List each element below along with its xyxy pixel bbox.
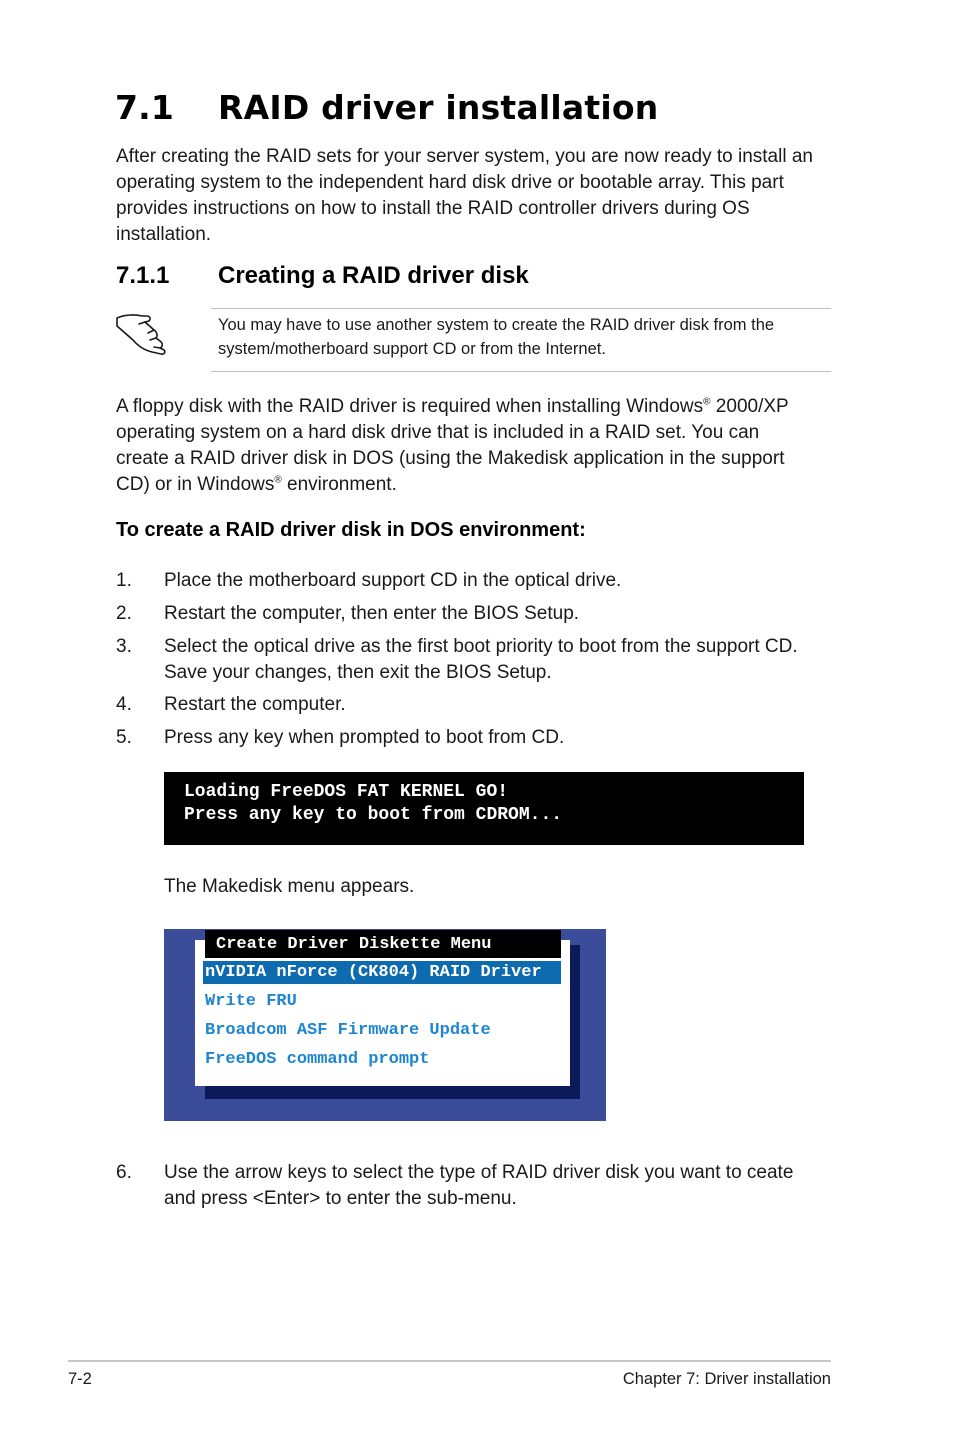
menu-item-freedos-prompt[interactable]: FreeDOS command prompt [205, 1050, 430, 1069]
menu-item-write-fru[interactable]: Write FRU [205, 992, 297, 1011]
registered-mark: ® [703, 396, 711, 408]
section-number: 7.1 [115, 88, 175, 127]
chapter-label: Chapter 7: Driver installation [622, 1370, 831, 1388]
note-text: You may have to use another system to create the RAID driver disk from the system/motherboard support CD or from the Internet. [218, 316, 775, 358]
page-number: 7-2 [68, 1370, 92, 1388]
subsection-number: 7.1.1 [116, 262, 170, 289]
note-top-rule [211, 308, 831, 309]
section-title: RAID driver installation [218, 88, 659, 127]
menu-item-broadcom-asf[interactable]: Broadcom ASF Firmware Update [205, 1021, 491, 1040]
floppy-paragraph [116, 394, 816, 498]
menu-title: Create Driver Diskette Menu [205, 930, 561, 958]
floppy-text-2: 2000/XP operating system on a hard disk drive that is included in a RAID set. You can create a RAID driver disk in DOS (using the Makedisk application in the support CD) or in Windows [116, 396, 789, 495]
dos-terminal [164, 772, 804, 845]
hand-note-icon [114, 310, 172, 361]
terminal-line: Loading FreeDOS FAT KERNEL GO! [184, 782, 509, 802]
menu-caption: The Makedisk menu appears. [164, 876, 415, 897]
subsection-heading [116, 262, 529, 290]
subsection-title: Creating a RAID driver disk [218, 262, 529, 289]
menu-item-selected[interactable]: nVIDIA nForce (CK804) RAID Driver [203, 961, 561, 984]
procedure-title: To create a RAID driver disk in DOS environment: [116, 519, 586, 541]
registered-mark: ® [274, 474, 282, 486]
floppy-text-3: environment. [281, 474, 397, 495]
intro-paragraph: After creating the RAID sets for your server system, you are now ready to install an operating system to the independent hard disk drive or bootable array. This part provides instructions on how to install the RAID controller drivers during OS installation. [116, 146, 813, 245]
terminal-line: Press any key to boot from CDROM... [184, 805, 563, 825]
page-title [115, 88, 658, 127]
note-bottom-rule [211, 371, 831, 372]
floppy-text-1: A floppy disk with the RAID driver is required when installing Windows [116, 396, 704, 417]
footer-rule [68, 1360, 831, 1362]
